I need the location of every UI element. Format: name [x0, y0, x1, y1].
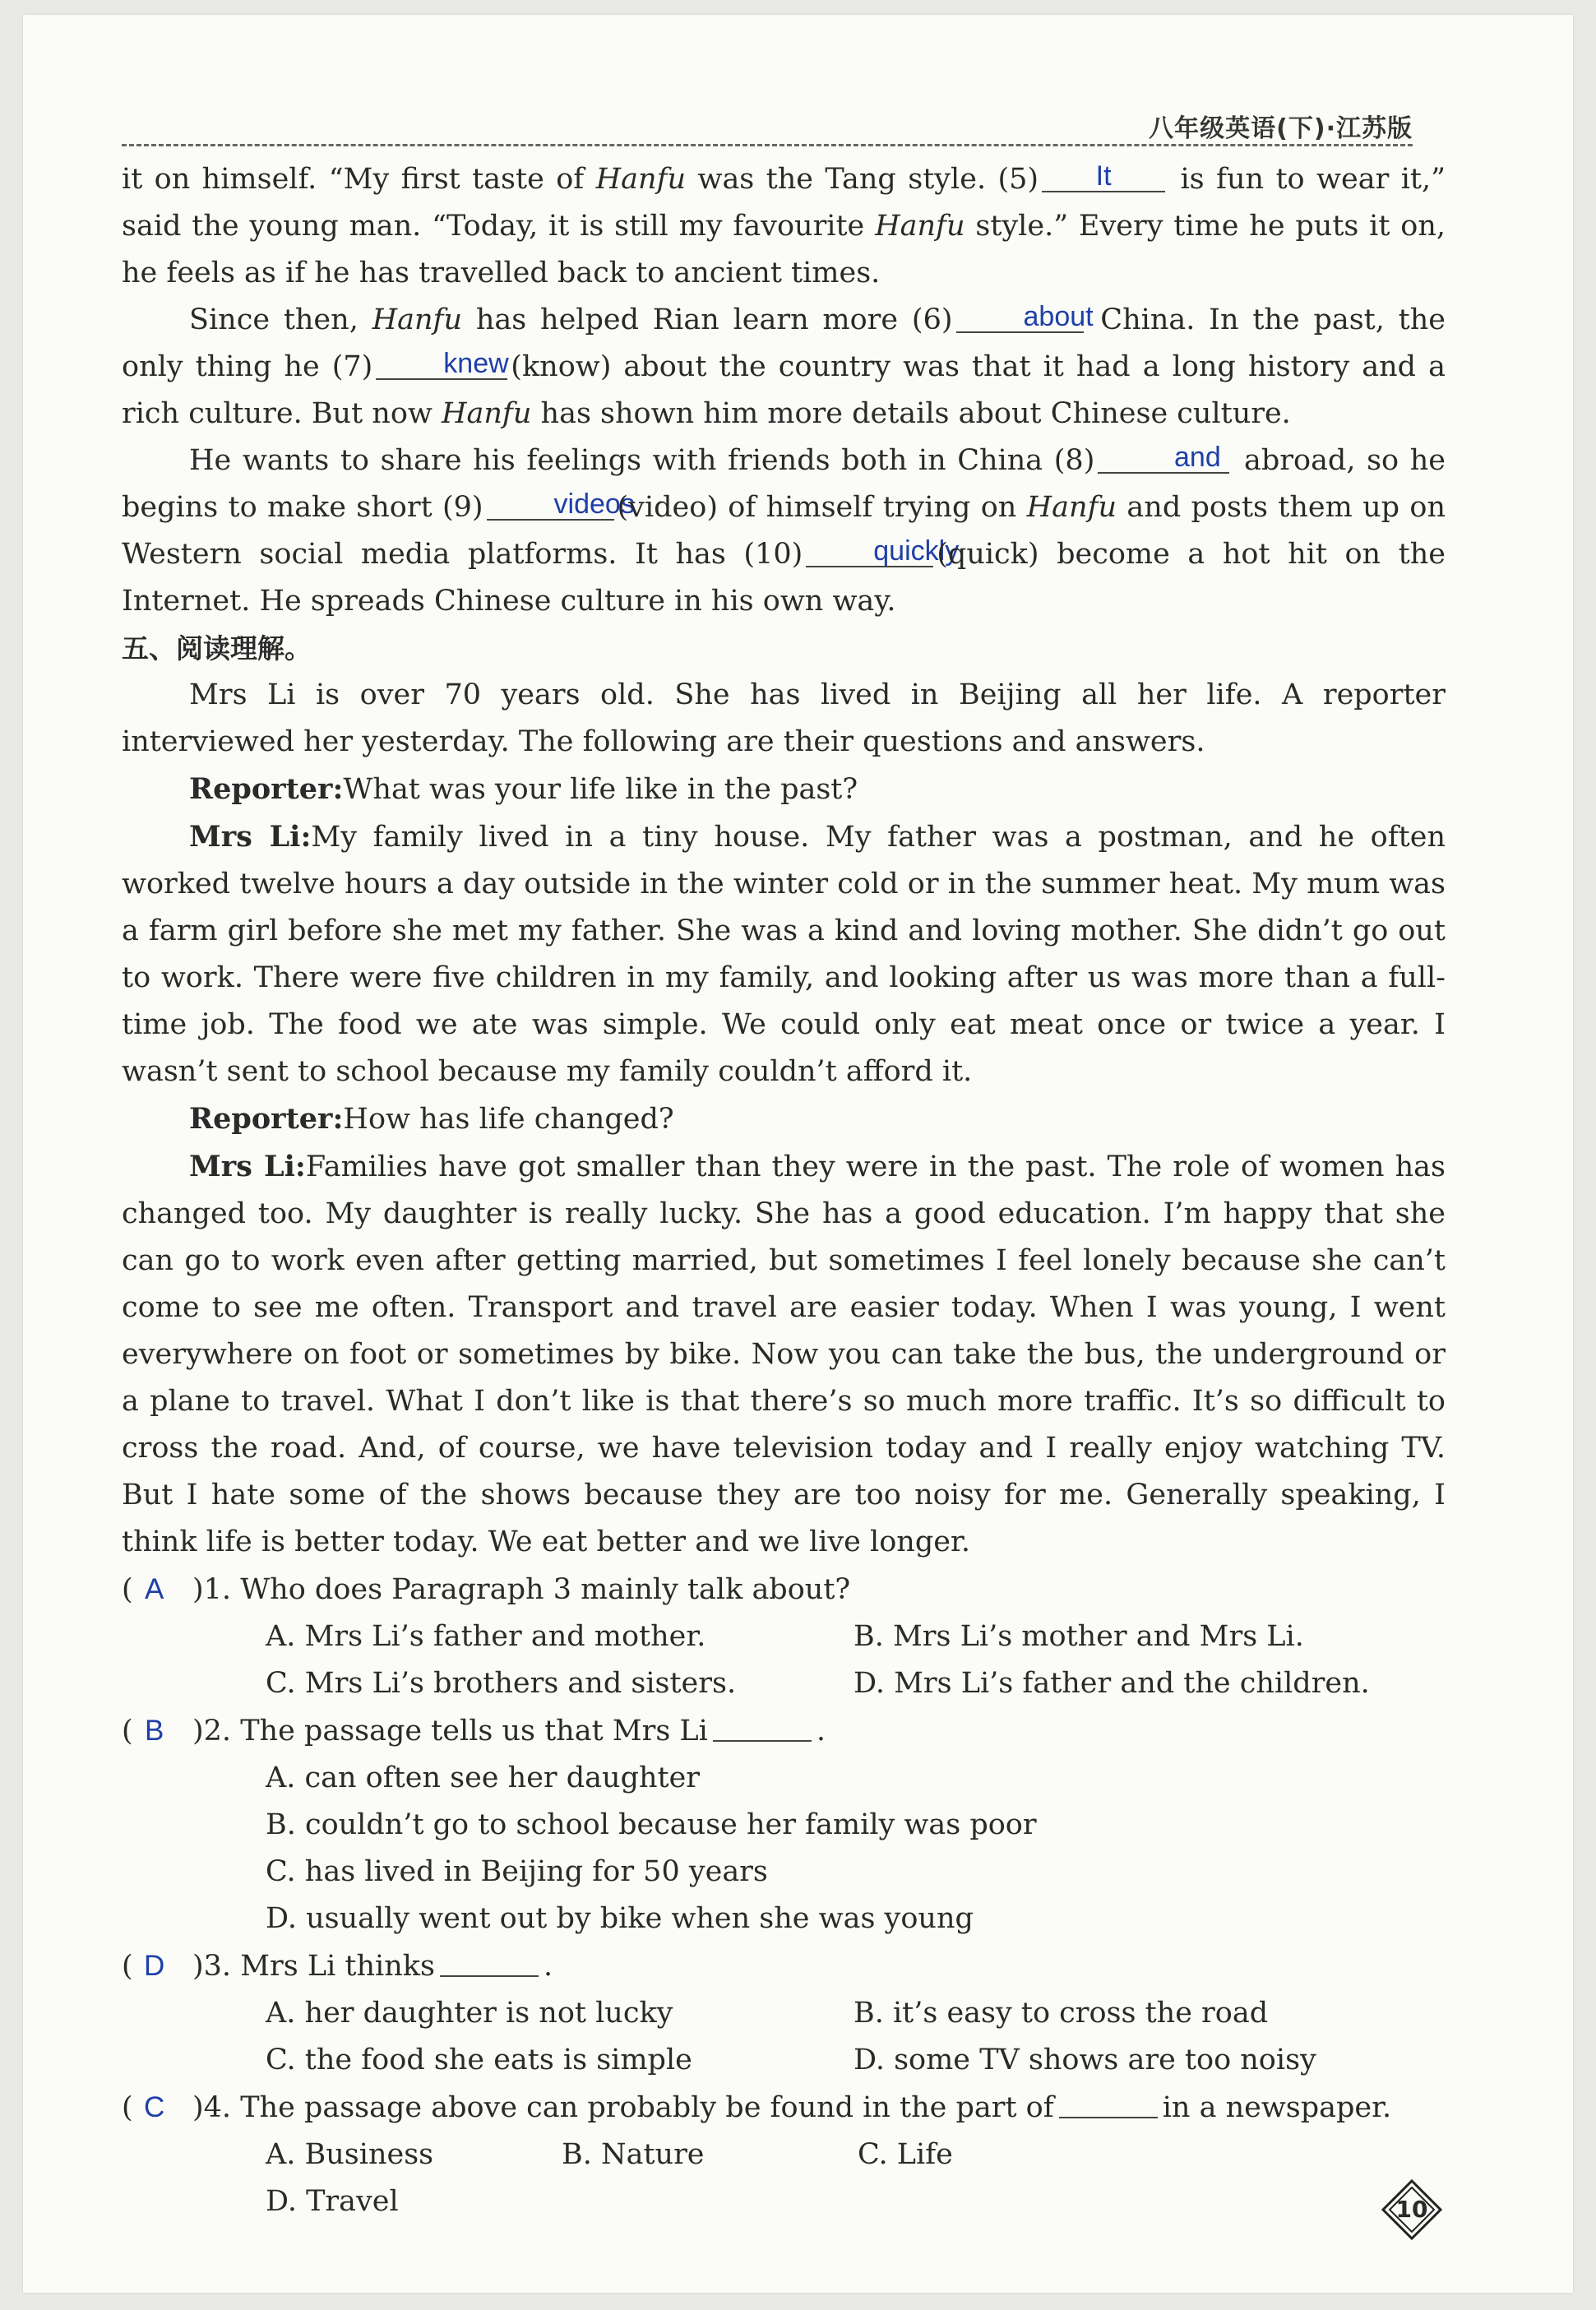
cloze-answer-5: It: [1042, 161, 1165, 192]
section-heading: 五、阅读理解。: [122, 632, 312, 664]
answer-mark: A: [144, 1573, 164, 1605]
cloze-paragraph-3: He wants to share his feelings with friends both in China (8) and abroad, so he begins to make short (9) videos(video) of himself trying on Hanfu and posts them up on Western social media platforms. It has (10) quickly(quick) become a hot hit on the Internet. He spreads Chinese culture in his own way.: [122, 442, 1446, 618]
question-2: ( B )2. The passage tells us that Mrs Li . A. can often see her daughter B. couldn’t go to school because her family was poor C. has lived in Beijing for 50 years D. usually went out by bike when she was young: [122, 1707, 1446, 1942]
cloze-answer-9: videos: [487, 489, 614, 521]
question-options: [266, 1755, 1446, 1942]
cloze-answer-6: about: [956, 302, 1084, 333]
option-d[interactable]: D. some TV shows are too noisy: [854, 2044, 1316, 2076]
interview-question-2: Reporter:How has life changed?: [189, 1102, 674, 1136]
header-title: 八年级英语(下)·江苏版: [1149, 114, 1413, 143]
answer-mark: B: [144, 1715, 164, 1747]
workbook-page: [23, 15, 1573, 2293]
option-a[interactable]: A. Business: [266, 2138, 434, 2171]
question-stem: The passage tells us that Mrs Li: [240, 1715, 708, 1748]
hanfu-term: Hanfu: [1026, 491, 1117, 524]
option-d[interactable]: D. Travel: [266, 2185, 399, 2218]
reporter-label: Reporter:: [189, 772, 344, 806]
option-d[interactable]: D. usually went out by bike when she was young: [266, 1902, 974, 1935]
question-stem: Who does Paragraph 3 mainly talk about?: [240, 1573, 851, 1606]
interview-question-1: Reporter:What was your life like in the past?: [189, 772, 858, 806]
cloze-answer-10: quickly: [806, 536, 933, 567]
option-b[interactable]: B. Nature: [562, 2138, 705, 2171]
reporter-label: Reporter:: [189, 1102, 344, 1136]
page-number: 10: [1395, 2196, 1428, 2223]
page-number-badge: [1380, 2178, 1444, 2242]
question-stem: Mrs Li thinks: [240, 1950, 435, 1983]
option-c[interactable]: C. has lived in Beijing for 50 years: [266, 1855, 768, 1888]
mrsli-label: Mrs Li:: [189, 1150, 306, 1183]
question-stem: The passage above can probably be found in the part of: [240, 2091, 1054, 2124]
question-options: [266, 1613, 1446, 1707]
question-4: ( C )4. The passage above can probably be found in the part of in a newspaper. A. Business B. Nature C. Life D. Travel: [122, 2084, 1446, 2225]
option-c[interactable]: C. the food she eats is simple: [266, 2044, 692, 2076]
option-c[interactable]: C. Mrs Li’s brothers and sisters.: [266, 1667, 737, 1700]
option-a[interactable]: A. Mrs Li’s father and mother.: [266, 1620, 706, 1653]
mrsli-label: Mrs Li:: [189, 820, 312, 854]
interview-answer-1: Mrs Li:My family lived in a tiny house. My father was a postman, and he often worked twelve hours a day outside in the winter cold or in the summer heat. My mum was a farm girl before she met my father. She was a kind and loving mother. She didn’t go out to work. There were five children in my family, and looking after us was more than a full-time job. The food we ate was simple. We could only eat meat once or twice a year. I wasn’t sent to school because my family couldn’t afford it.: [122, 820, 1446, 1088]
cloze-answer-7: knew: [376, 349, 507, 380]
option-b[interactable]: B. Mrs Li’s mother and Mrs Li.: [854, 1620, 1304, 1653]
cloze-paragraph-2: Since then, Hanfu has helped Rian learn more (6) about China. In the past, the only thing he (7) knew(know) about the country was that it had a long history and a rich culture. But now Hanfu has shown him more details about Chinese culture.: [122, 301, 1446, 430]
page-header: [122, 93, 1413, 146]
cloze-paragraph-1: it on himself. “My first taste of Hanfu was the Tang style. (5) It is fun to wear it,” said the young man. “Today, it is still my favourite Hanfu style.” Every time he puts it on, he feels as if he has travelled back to ancient times.: [122, 160, 1446, 289]
option-c[interactable]: C. Life: [858, 2138, 953, 2171]
hanfu-term: Hanfu: [595, 163, 687, 196]
question-1: ( A )1. Who does Paragraph 3 mainly talk about? A. Mrs Li’s father and mother. B. Mrs Li’s mother and Mrs Li. C. Mrs Li’s brothers and sisters. D. Mrs Li’s father and the children.: [122, 1566, 1446, 1707]
page-content: [122, 156, 1446, 2225]
interview-answer-2: Mrs Li:Families have got smaller than they were in the past. The role of women has changed too. My daughter is really lucky. She has a good education. I’m happy that she can go to work even after getting married, but sometimes I feel lonely because she can’t come to see me often. Transport and travel are easier today. When I was young, I went everywhere on foot or sometimes by bike. Now you can take the bus, the underground or a plane to travel. What I don’t like is that there’s so much more traffic. It’s so difficult to cross the road. And, of course, we have television today and I really enjoy watching TV. But I hate some of the shows because they are too noisy for me. Generally speaking, I think life is better today. We eat better and we live longer.: [122, 1150, 1446, 1558]
option-b[interactable]: B. couldn’t go to school because her family was poor: [266, 1808, 1037, 1841]
hanfu-term: Hanfu: [875, 210, 965, 243]
option-b[interactable]: B. it’s easy to cross the road: [854, 1997, 1269, 2030]
answer-blank: [440, 1951, 539, 1977]
option-a[interactable]: A. her daughter is not lucky: [266, 1997, 673, 2030]
answer-blank: [1059, 2092, 1158, 2118]
question-options: [266, 2132, 1446, 2225]
question-3: ( D )3. Mrs Li thinks . A. her daughter is not lucky B. it’s easy to cross the road C. the food she eats is simple D. some TV shows are too noisy: [122, 1942, 1446, 2084]
reading-intro: Mrs Li is over 70 years old. She has lived in Beijing all her life. A reporter interviewed her yesterday. The following are their questions and answers.: [122, 678, 1446, 758]
answer-mark: D: [144, 1950, 165, 1982]
cloze-answer-8: and: [1098, 442, 1229, 474]
answer-mark: C: [144, 2091, 165, 2123]
option-d[interactable]: D. Mrs Li’s father and the children.: [854, 1667, 1370, 1700]
option-a[interactable]: A. can often see her daughter: [266, 1761, 701, 1794]
question-options: [266, 1990, 1446, 2084]
hanfu-term: Hanfu: [441, 397, 532, 430]
answer-blank: [713, 1715, 812, 1742]
hanfu-term: Hanfu: [372, 303, 463, 336]
